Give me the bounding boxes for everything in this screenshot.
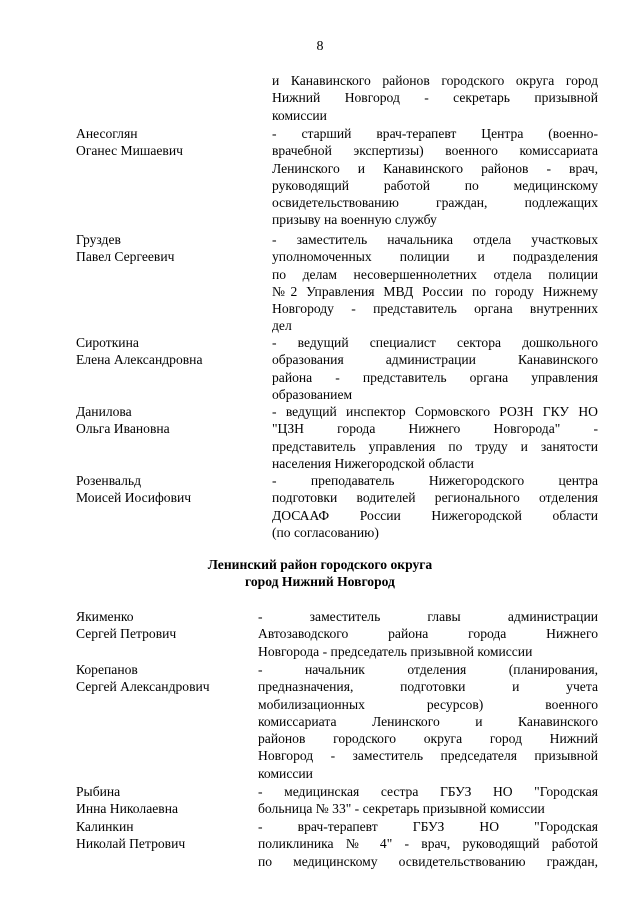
desc-line: подготовки водителей регионального отделения — [272, 490, 598, 506]
member-name — [76, 403, 266, 438]
desc-line: Нижний Новгород - секретарь призывной — [272, 90, 598, 106]
desc-line: поликлиника № 4" - врач, руководящий работой — [258, 836, 598, 852]
member-given-names: Елена Александровна — [76, 352, 203, 368]
desc-line: (по согласованию) — [272, 524, 379, 540]
member-role — [258, 783, 598, 818]
member-surname: Якименко — [76, 609, 134, 624]
page-number: 8 — [316, 39, 324, 54]
member-surname: Корепанов — [76, 662, 138, 677]
section-heading-line: Ленинский район городского округа — [207, 557, 433, 572]
desc-line: №2 Управления МВД России по городу Нижнему — [272, 283, 598, 299]
desc-line: врачебной экспертизы) военного комиссариата — [272, 143, 598, 159]
desc-line: призыву на военную службу — [272, 212, 437, 228]
member-given-names: Сергей Петрович — [76, 626, 177, 642]
member-role — [272, 125, 598, 229]
desc-line: представитель управления по труду и занятости — [272, 438, 598, 454]
desc-line: комиссии — [258, 765, 313, 781]
desc-line: - начальник отделения (планирования, — [258, 662, 598, 677]
desc-line: по медицинскому освидетельствованию граждан, — [258, 853, 598, 869]
member-role — [272, 403, 598, 472]
desc-line: - заместитель начальника отдела участковых — [272, 232, 598, 247]
desc-line: Ленинского и Канавинского районов - врач, — [272, 160, 598, 176]
member-surname: Рыбина — [76, 784, 121, 799]
desc-line: районов городского округа город Нижний — [258, 731, 598, 747]
desc-line: больница № 33" - секретарь призывной комиссии — [258, 801, 545, 817]
desc-line: образования администрации Канавинского — [272, 352, 598, 368]
member-name — [76, 661, 266, 696]
member-name — [76, 818, 266, 853]
member-role — [258, 818, 598, 870]
member-given-names: Моисей Иосифович — [76, 490, 192, 506]
section-heading — [0, 556, 640, 591]
section-heading-line: город Нижний Новгород — [245, 574, 395, 590]
member-given-names: Ольга Ивановна — [76, 421, 170, 437]
member-role — [272, 231, 598, 335]
member-given-names: Инна Николаевна — [76, 801, 178, 817]
desc-line: района - представитель органа управления — [272, 369, 598, 385]
desc-line: - заместитель главы администрации — [258, 609, 598, 624]
member-given-names: Сергей Александрович — [76, 679, 210, 695]
desc-line: предназначения, подготовки и учета — [258, 679, 598, 695]
desc-line: образованием — [272, 386, 353, 402]
desc-line: освидетельствованию граждан, подлежащих — [272, 195, 598, 211]
desc-line: ДОСААФ России Нижегородской области — [272, 507, 598, 523]
member-given-names: Оганес Мишаевич — [76, 143, 183, 159]
desc-line: комиссии — [272, 107, 327, 123]
member-name — [76, 783, 266, 818]
member-name — [76, 608, 266, 643]
member-surname: Розенвальд — [76, 473, 141, 488]
desc-line: Новгороду - представитель органа внутренних — [272, 301, 598, 317]
member-name — [76, 334, 266, 369]
member-name — [76, 125, 266, 160]
desc-line: руководящий работой по медицинскому — [272, 177, 598, 193]
desc-line: уполномоченных полиции и подразделения — [272, 249, 598, 265]
desc-line: мобилизационных ресурсов) военного — [258, 696, 598, 712]
desc-line: комиссариата Ленинского и Канавинского — [258, 713, 598, 729]
desc-line: по делам несовершеннолетних отдела полиции — [272, 266, 598, 282]
member-role — [272, 472, 598, 541]
desc-line: - старший врач-терапевт Центра (военно- — [272, 126, 598, 141]
desc-line: "ЦЗН города Нижнего Новгорода" - — [272, 421, 598, 437]
desc-line: - врач-терапевт ГБУЗ НО "Городская — [258, 819, 598, 834]
member-surname: Груздев — [76, 232, 121, 247]
desc-line: - ведущий специалист сектора дошкольного — [272, 335, 598, 350]
member-surname: Данилова — [76, 404, 132, 419]
desc-line: - преподаватель Нижегородского центра — [272, 473, 598, 488]
member-role — [272, 334, 598, 403]
desc-line: населения Нижегородской области — [272, 455, 474, 471]
desc-line: Автозаводского района города Нижнего — [258, 626, 598, 642]
desc-line: дел — [272, 318, 292, 334]
member-given-names: Павел Сергеевич — [76, 249, 175, 265]
desc-line: - медицинская сестра ГБУЗ НО "Городская — [258, 784, 598, 799]
desc-line: Новгород - заместитель председателя призывной — [258, 748, 598, 764]
continuation-text — [272, 72, 598, 124]
member-name — [76, 472, 266, 507]
member-surname: Калинкин — [76, 819, 134, 834]
member-role — [258, 661, 598, 782]
desc-line: и Канавинского районов городского округа город — [272, 73, 598, 88]
member-given-names: Николай Петрович — [76, 836, 186, 852]
member-surname: Анесоглян — [76, 126, 138, 141]
member-surname: Сироткина — [76, 335, 139, 350]
desc-line: Новгорода - председатель призывной комиссии — [258, 643, 533, 659]
desc-line: - ведущий инспектор Сормовского РОЗН ГКУ НО — [272, 404, 598, 419]
member-role — [258, 608, 598, 660]
member-name — [76, 231, 266, 266]
